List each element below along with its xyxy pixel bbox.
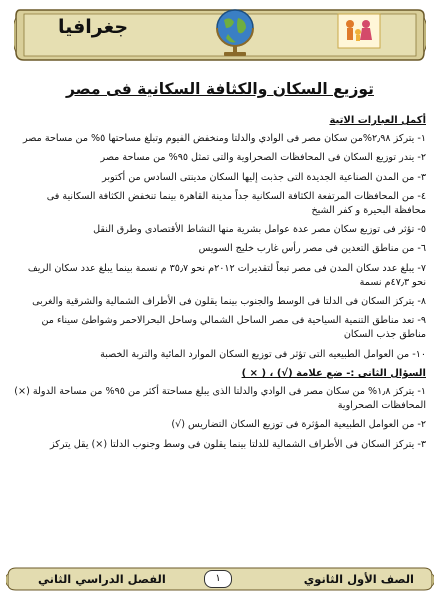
page-number: ١	[204, 570, 232, 588]
term-label: الفصل الدراسي الثاني	[38, 572, 166, 586]
header-banner	[14, 4, 426, 66]
question-item: ١٠- من العوامل الطبيعيه التى تؤثر فى توزيع السكان الموارد المائية والتربة الخصبة	[100, 348, 426, 360]
subject-title: جغرافيا	[57, 16, 129, 38]
question-item: ٩- تعد مناطق التنمية السياحية فى مصر الساحل الشمالي وساحل البحرالاحمر وشواطئ سيناء من مناطق جذب السكان	[41, 315, 426, 341]
true-false-item: ٢- من العوامل الطبيعية المؤثرة فى توزيع السكان التضاريس (√)	[171, 419, 426, 431]
worksheet-content	[14, 112, 426, 457]
question-item: ٨- يتركز السكان فى الدلتا فى الوسط والجنوب بينما يقلون فى الأطراف الشمالية والشرقية والغربى	[32, 296, 426, 308]
question-item: ٦- من مناطق التعدين فى مصر رأس غارب خليج السويس	[198, 243, 426, 255]
page-footer	[6, 566, 434, 592]
globe-icon	[212, 6, 258, 60]
question-item: ٣- من المدن الصناعية الجديدة التى جذبت إليها السكان مدينتى السادس من أكتوبر	[102, 171, 426, 183]
section2-heading: السؤال الثانى :- ضع علامة (√) ، ( × )	[241, 367, 426, 379]
family-logo-icon	[336, 12, 382, 50]
grade-label: الصف الأول الثانوي	[303, 572, 414, 586]
question-item: ١- يتركز ٢٫٩٨%من سكان مصر فى الوادي والدلتا ومنخفض الفيوم وتبلغ مساحتها ٥% من مساحة مصر	[23, 133, 426, 145]
question-item: ٢- يندر توزيع السكان فى المحافظات الصحراوية والتى تمثل ٩٥% من مساحة مصر	[100, 152, 426, 164]
section1-heading: أكمل العبارات الاتية	[329, 115, 426, 126]
question-item: ٧- يبلغ عدد سكان المدن فى مصر تبعاً لتقديرات ٢٠١٢م نحو ٣٥٫٧ م نسمة بينما يبلغ عدد سكان الريف نحو ٤٧٫٣م نسمة	[27, 262, 426, 288]
document-title: توزيع السكان والكثافة السكانية فى مصر	[66, 80, 374, 98]
true-false-item: ٣- يتركز السكان فى الأطراف الشمالية للدلتا بينما يقلون فى وسط وجنوب الدلتا (×) يقل يتركز	[49, 438, 426, 450]
true-false-item: ١- يتركز ١٫٨% من سكان مصر فى الوادي والدلتا الذى يبلغ مساحتة أكثر من ٩٥% من مساحة الدولة (×) المحافظات الصحراوية	[14, 386, 426, 412]
question-item: ٥- تؤثر فى توزيع سكان مصر عدة عوامل بشرية منها النشاط الأقتصادى وطرق النقل	[93, 224, 426, 236]
question-item: ٤- من المحافظات المرتفعة الكثافة السكانية جداً مدينة القاهرة بينما تنخفض الكثافة السكانية فى محافظة البحيرة و كفر الشيخ	[46, 190, 426, 217]
